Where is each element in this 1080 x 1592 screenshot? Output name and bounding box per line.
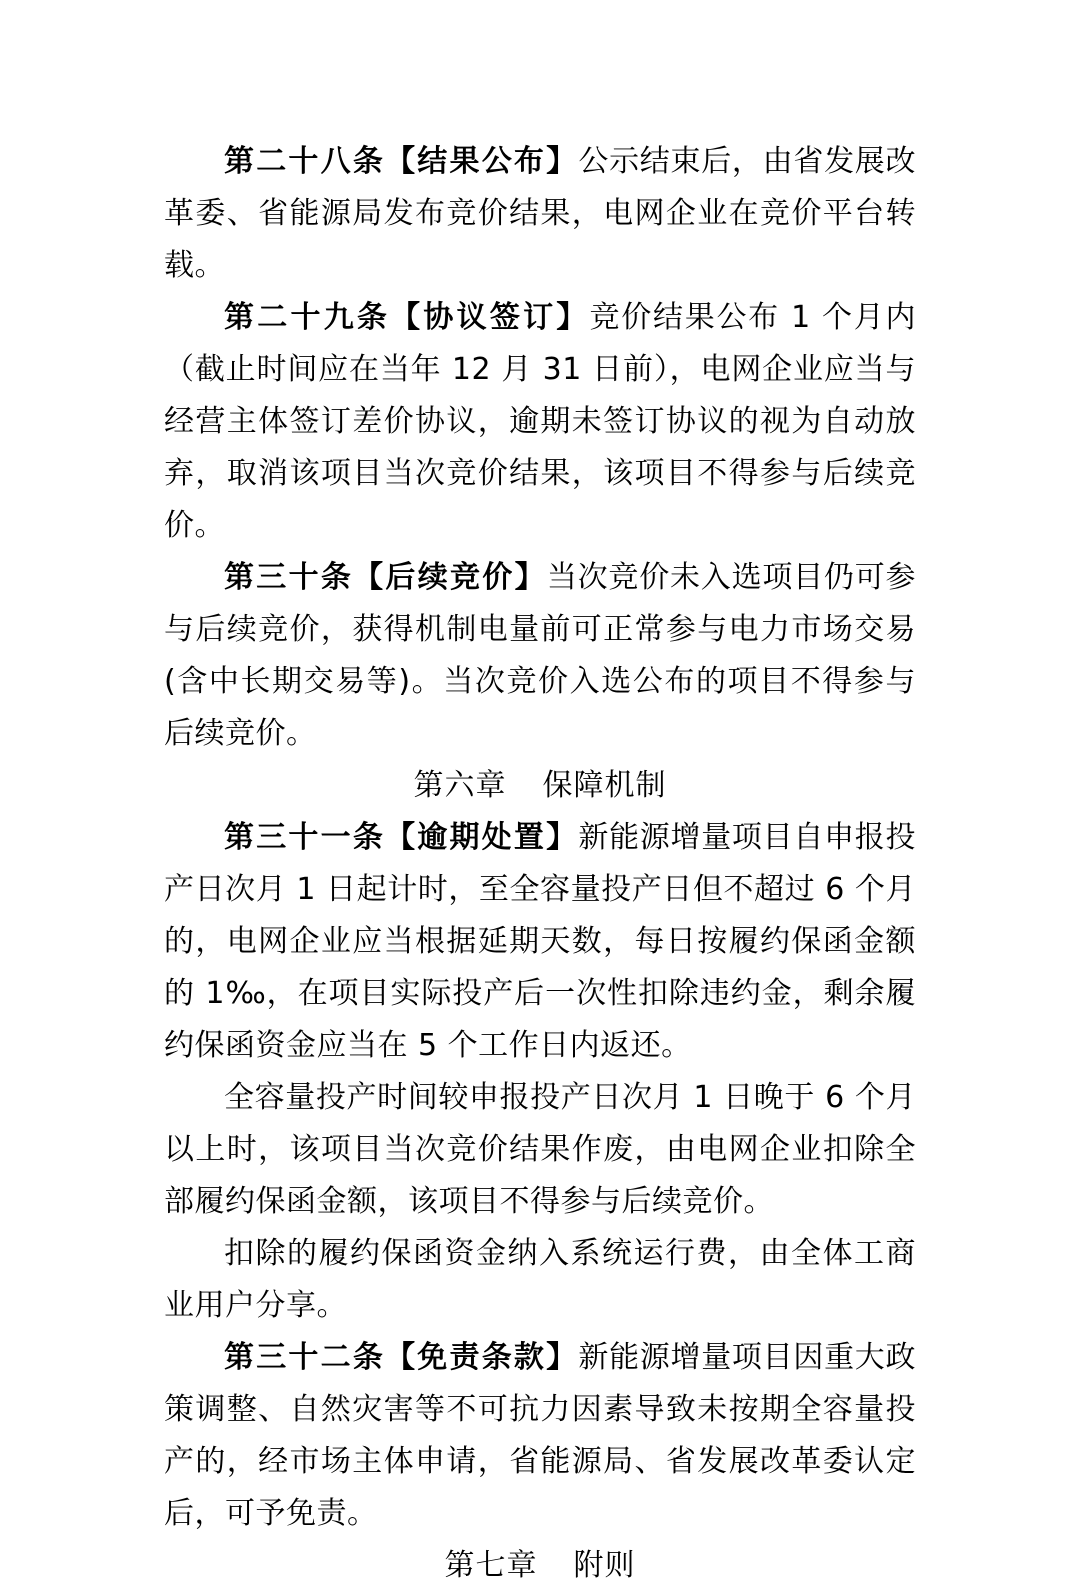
article-32-title: 第三十二条【免责条款】: [224, 1340, 579, 1375]
article-32-body: 新能源增量项目因重大政策调整、自然灾害等不可抗力因素导致未按期全容量投产的，经市场主体申请，省能源局、省发展改革委认定后，可予免责。: [164, 1340, 917, 1531]
chapter-6-name: 保障机制: [542, 768, 667, 803]
article-29: [164, 292, 916, 552]
article-32: [164, 1332, 916, 1540]
article-30-title: 第三十条【后续竞价】: [224, 560, 547, 595]
article-29-body: 竞价结果公布 1 个月内（截止时间应在当年 12 月 31 日前），电网企业应当与经营主体签订差价协议，逾期未签订协议的视为自动放弃，取消该项目当次竞价结果，该项目不得参与后续竞价。: [164, 300, 916, 543]
article-31-paragraph-2: 全容量投产时间较申报投产日次月 1 日晚于 6 个月以上时，该项目当次竞价结果作废，由电网企业扣除全部履约保函金额，该项目不得参与后续竞价。: [164, 1080, 916, 1219]
chapter-7-heading: [164, 1540, 916, 1592]
article-28-body: 公示结束后，由省发展改革委、省能源局发布竞价结果，电网企业在竞价平台转载。: [164, 144, 917, 283]
article-28-title: 第二十八条【结果公布】: [224, 144, 579, 179]
chapter-6-number: 第六章: [413, 768, 507, 803]
chapter-7-name: 附则: [573, 1548, 636, 1583]
article-29-title: 第二十九条【协议签订】: [224, 300, 590, 335]
chapter-7-number: 第七章: [444, 1548, 538, 1583]
article-31-paragraph-3: 扣除的履约保函资金纳入系统运行费，由全体工商业用户分享。: [164, 1236, 916, 1323]
article-28: [164, 136, 916, 292]
article-31-title: 第三十一条【逾期处置】: [224, 820, 579, 855]
article-30-body: 当次竞价未入选项目仍可参与后续竞价，获得机制电量前可正常参与电力市场交易(含中长期交易等)。当次竞价入选公布的项目不得参与后续竞价。: [164, 560, 917, 751]
article-31-body: 新能源增量项目自申报投产日次月 1 日起计时，至全容量投产日但不超过 6 个月的，电网企业应当根据延期天数，每日按履约保函金额的 1‰，在项目实际投产后一次性扣除违约金，剩余履约保函资金应当在 5 个工作日内返还。: [164, 820, 917, 1063]
article-31: [164, 812, 916, 1072]
document-page: [164, 136, 916, 1592]
chapter-6-heading: [164, 760, 916, 812]
article-30: [164, 552, 916, 760]
